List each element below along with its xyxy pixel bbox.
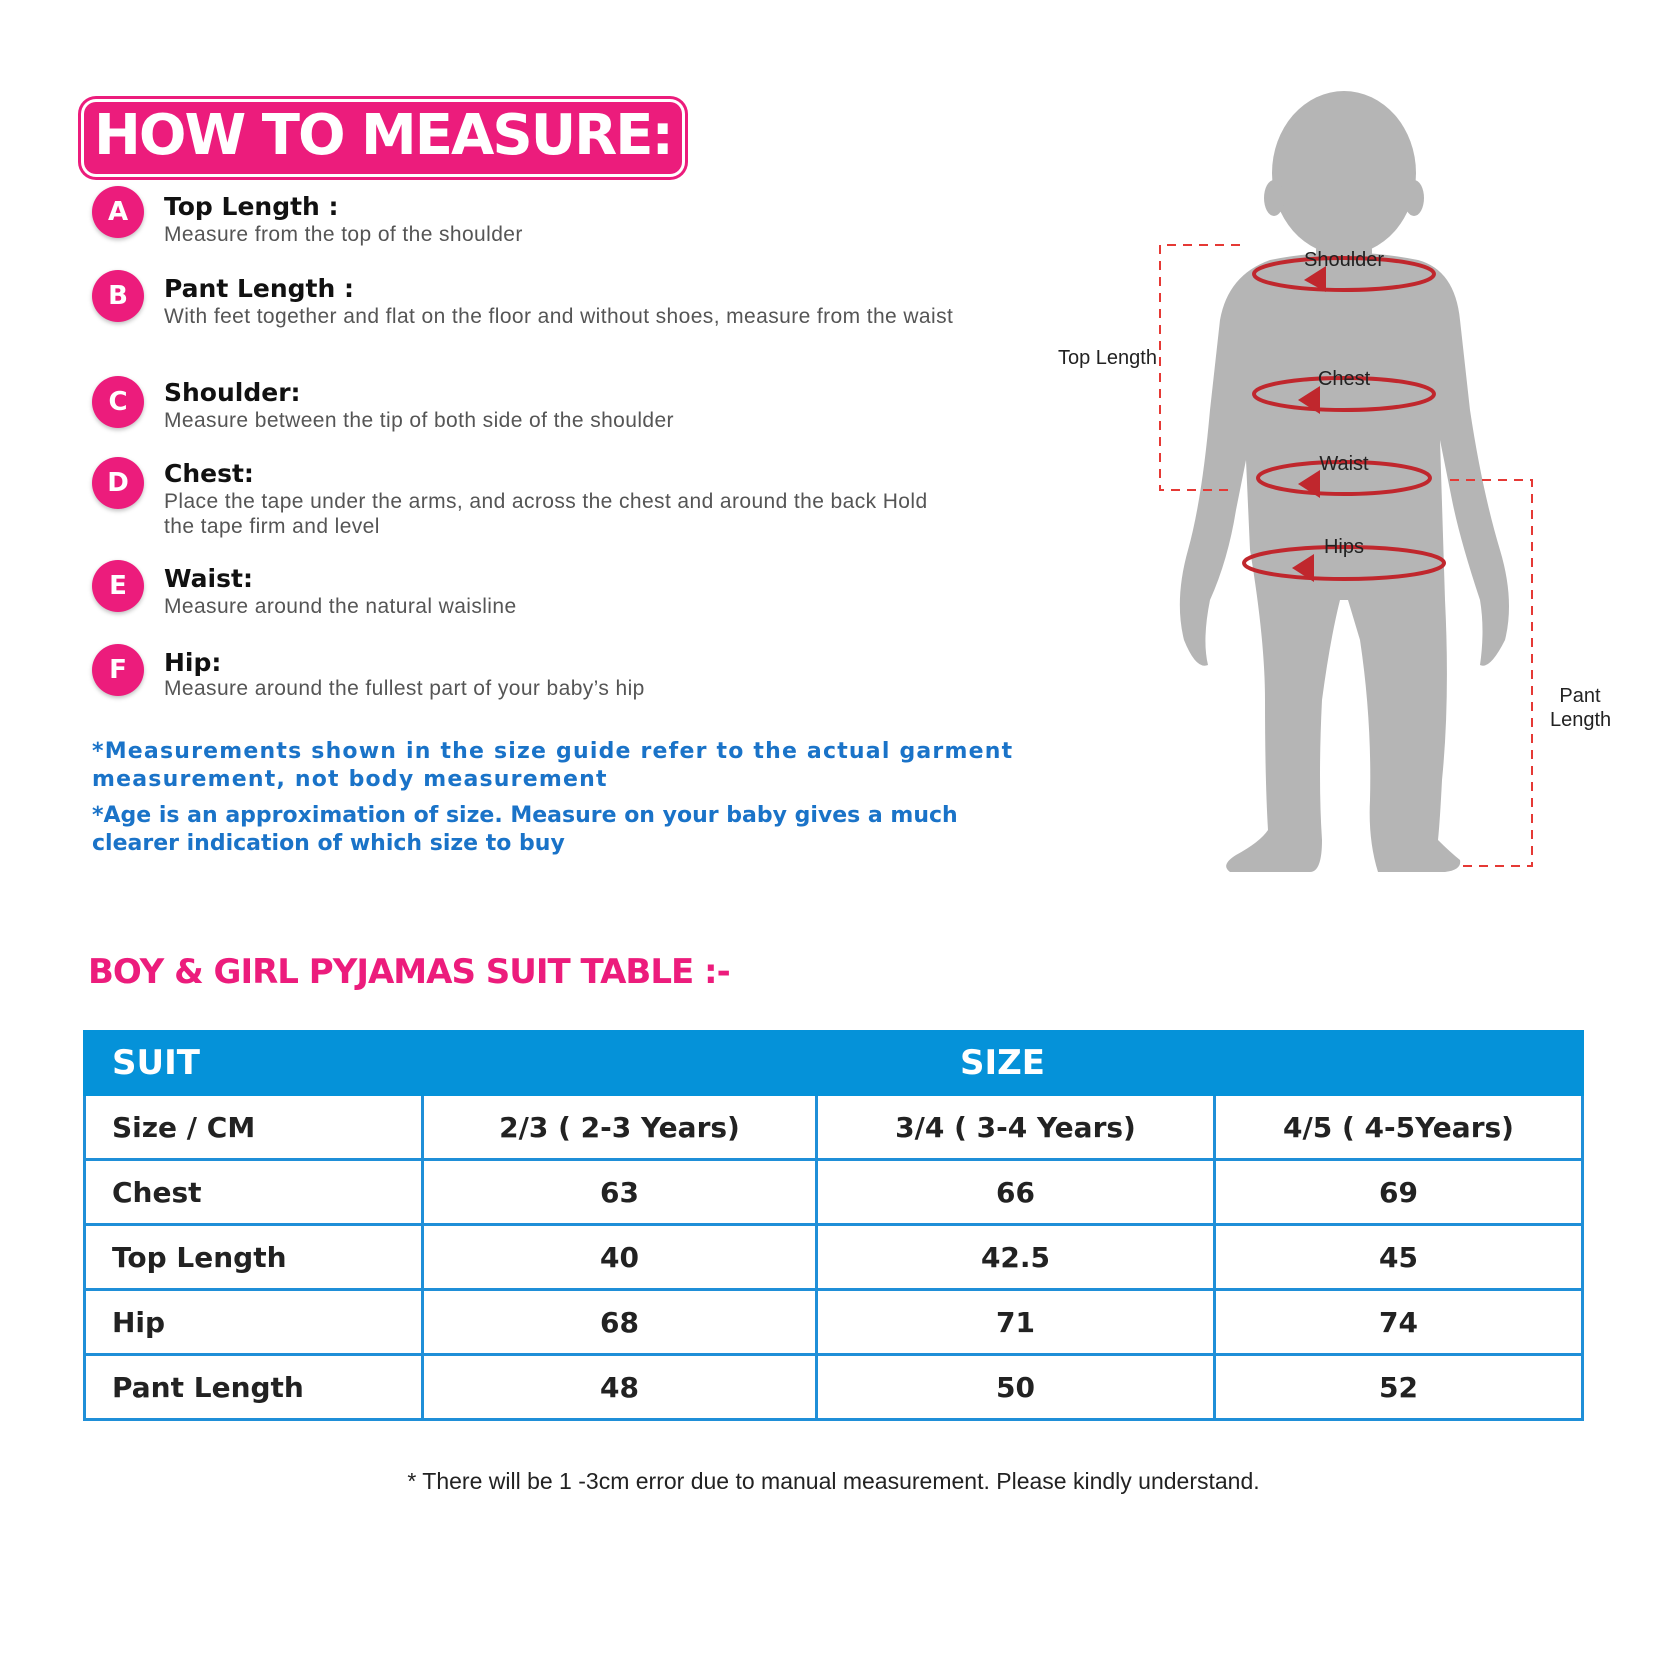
table-cell: 50	[817, 1355, 1215, 1420]
table-row	[85, 1160, 1583, 1225]
step-description: Measure around the natural waisline	[164, 595, 517, 618]
table-cell: 71	[817, 1290, 1215, 1355]
table-cell: 74	[1215, 1290, 1583, 1355]
table-cell: 68	[423, 1290, 817, 1355]
note-garment-measurement: *Measurements shown in the size guide refer to the actual garment measurement, not body measurement	[92, 739, 1014, 792]
step-badge: B	[92, 270, 144, 322]
chest-label: Chest	[1317, 368, 1371, 390]
step-badge: D	[92, 457, 144, 509]
table-row	[85, 1355, 1583, 1420]
table-cell: 42.5	[817, 1225, 1215, 1290]
table-cell: 45	[1215, 1225, 1583, 1290]
row-label: Size / CM	[85, 1095, 423, 1160]
waist-label: Waist	[1319, 453, 1369, 475]
table-row	[85, 1225, 1583, 1290]
step-description: Measure between the tip of both side of the shoulder	[164, 409, 674, 432]
step-heading: Top Length :	[164, 192, 339, 221]
table-cell: 48	[423, 1355, 817, 1420]
step-badge: E	[92, 560, 144, 612]
row-label: Chest	[85, 1160, 423, 1225]
table-row	[85, 1095, 1583, 1160]
step-description: Measure from the top of the shoulder	[164, 223, 523, 246]
step-heading: Hip:	[164, 648, 222, 677]
step-badge: F	[92, 644, 144, 696]
child-measurement-figure	[1060, 80, 1620, 920]
page-title: HOW TO MEASURE:	[84, 102, 682, 174]
table-row	[85, 1290, 1583, 1355]
step-heading: Shoulder:	[164, 378, 301, 407]
table-cell: 66	[817, 1160, 1215, 1225]
table-header-row	[85, 1032, 1583, 1095]
step-heading: Waist:	[164, 564, 253, 593]
child-silhouette-illustration	[1060, 80, 1620, 920]
note-age-approximation: *Age is an approximation of size. Measure on your baby gives a much clearer indication of which size to buy	[92, 803, 958, 856]
row-label: Pant Length	[85, 1355, 423, 1420]
size-table	[83, 1030, 1584, 1421]
footnote: * There will be 1 -3cm error due to manual measurement. Please kindly understand.	[407, 1468, 1260, 1494]
shoulder-label: Shoulder	[1304, 249, 1385, 271]
step-heading: Pant Length :	[164, 274, 355, 303]
child-silhouette	[1180, 91, 1509, 872]
size-header: SIZE	[423, 1032, 1583, 1095]
hips-label: Hips	[1323, 536, 1364, 558]
step-badge: C	[92, 376, 144, 428]
table-cell: 4/5 ( 4-5Years)	[1215, 1095, 1583, 1160]
suit-header: SUIT	[85, 1032, 423, 1095]
step-badge: A	[92, 186, 144, 238]
step-description: Measure around the fullest part of your baby’s hip	[164, 677, 645, 700]
table-cell: 69	[1215, 1160, 1583, 1225]
row-label: Top Length	[85, 1225, 423, 1290]
pant-length-label: Pant Length	[1550, 685, 1612, 731]
table-cell: 3/4 ( 3-4 Years)	[817, 1095, 1215, 1160]
step-heading: Chest:	[164, 459, 254, 488]
table-title: BOY & GIRL PYJAMAS SUIT TABLE :-	[88, 952, 730, 992]
top-length-label: Top Length	[1058, 347, 1157, 369]
table-cell: 52	[1215, 1355, 1583, 1420]
table-cell: 2/3 ( 2-3 Years)	[423, 1095, 817, 1160]
row-label: Hip	[85, 1290, 423, 1355]
table-cell: 63	[423, 1160, 817, 1225]
table-cell: 40	[423, 1225, 817, 1290]
step-description: With feet together and flat on the floor and without shoes, measure from the waist	[164, 305, 954, 328]
step-description: Place the tape under the arms, and across the chest and around the back Hold the tape firm and level	[164, 490, 928, 538]
